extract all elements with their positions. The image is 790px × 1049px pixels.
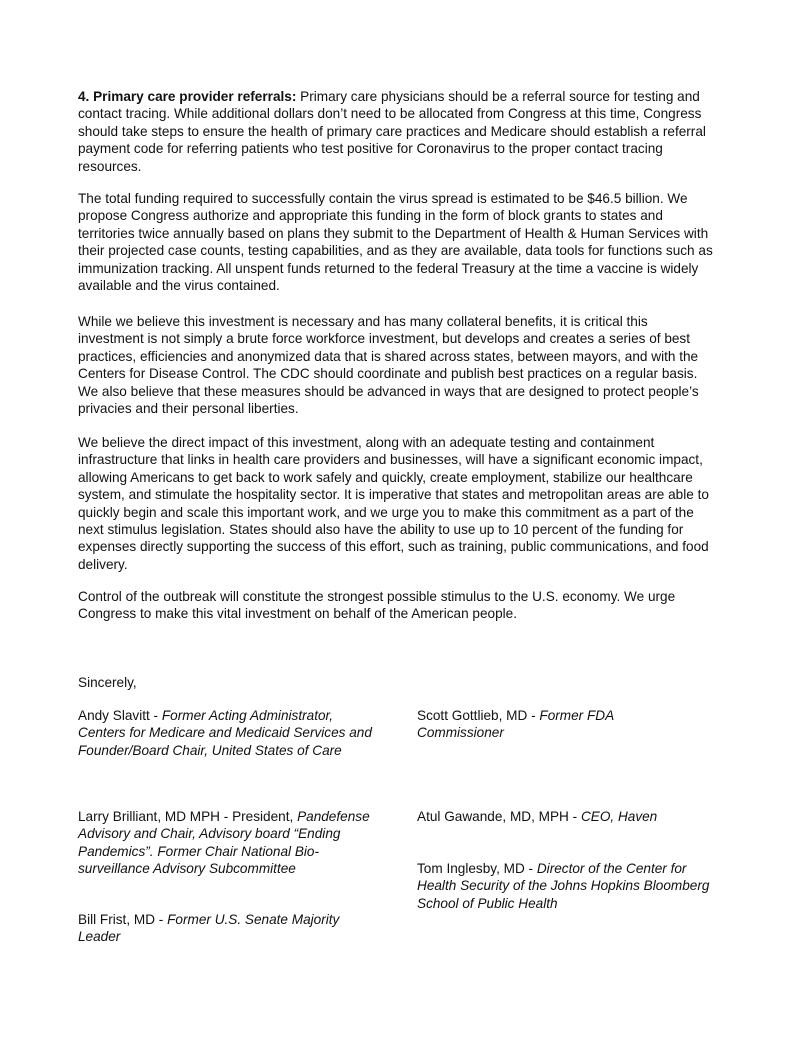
signatory-name: Atul Gawande, MD, MPH - xyxy=(417,809,581,824)
signatory-inglesby xyxy=(417,860,712,912)
signatory-gawande xyxy=(417,808,717,825)
signatory-role: Former U.S. Senate Majority Leader xyxy=(78,912,340,945)
signatory-brilliant xyxy=(78,808,378,878)
paragraph-investment-benefits: While we believe this investment is necessary and has many collateral benefits, it is critical this investment is not simply a brute force workforce investment, but develops and creates a series of best practices, efficiencies and anonymized data that is shared across states, between mayors, and with the Centers for Disease Control. The CDC should coordinate and publish best practices on a regular basis. We also believe that these measures should be advanced in ways that are designed to protect people’s privacies and their personal liberties. xyxy=(78,314,699,417)
signatory-role: Former Acting Administrator, Centers for Medicare and Medicaid Services and Founder/Board Chair, United States of Care xyxy=(78,708,372,758)
paragraph-heading: 4. Primary care provider referrals: xyxy=(78,89,297,104)
signatory-role: CEO, Haven xyxy=(580,809,658,824)
paragraph-total-funding: The total funding required to successfully contain the virus spread is estimated to be $46.5 billion. We propose Congress authorize and appropriate this funding in the form of block grants to states and territories twice annually based on plans they submit to the Department of Health & Human Services with their projected case counts, testing capabilities, and as they are available, data tools for functions such as immunization tracking. All unspent funds returned to the federal Treasury at the time a vaccine is widely available and the virus contained. xyxy=(78,191,713,294)
paragraph-primary-care-referrals xyxy=(78,88,714,175)
signatory-role: Former FDA Commissioner xyxy=(417,708,614,741)
signatory-name: Scott Gottlieb, MD - xyxy=(417,708,540,723)
signatory-name: Andy Slavitt - xyxy=(78,708,162,723)
signatory-name: Bill Frist, MD - xyxy=(78,912,168,927)
signatory-gottlieb xyxy=(417,707,657,742)
closing-salutation: Sincerely, xyxy=(78,675,137,690)
paragraph-control-outbreak: Control of the outbreak will constitute the strongest possible stimulus to the U.S. economy. We urge Congress to make this vital investment on behalf of the American people. xyxy=(78,589,676,622)
signatory-role: Director of the Center for Health Security of the Johns Hopkins Bloomberg School of Public Health xyxy=(417,861,710,911)
paragraph-direct-impact: We believe the direct impact of this investment, along with an adequate testing and containment infrastructure that links in health care providers and businesses, will have a significant economic impact, allowing Americans to get back to work safely and quickly, create employment, stabilize our healthcare system, and stimulate the hospitality sector. It is imperative that states and metropolitan areas are able to quickly begin and scale this important work, and we urge you to make this commitment as a part of the next stimulus legislation. States should also have the ability to use up to 10 percent of the funding for expenses directly supporting the success of this effort, such as training, public communications, and food delivery. xyxy=(78,435,709,572)
signatory-slavitt xyxy=(78,707,378,759)
paragraph-body: Primary care physicians should be a referral source for testing and contact tracing. While additional dollars don’t need to be allocated from Congress at this time, Congress should take steps to ensure the health of primary care practices and Medicare should establish a referral payment code for referring patients who test positive for Coronavirus to the proper contact tracing resources. xyxy=(78,89,706,174)
signatory-role: Pandefense Advisory and Chair, Advisory board “Ending Pandemics”. Former Chair National Bio-surveillance Advisory Subcommittee xyxy=(78,809,370,877)
signatory-name: Larry Brilliant, MD MPH - President, xyxy=(78,809,298,824)
signatory-name: Tom Inglesby, MD - xyxy=(417,861,537,876)
signatory-frist xyxy=(78,911,378,946)
